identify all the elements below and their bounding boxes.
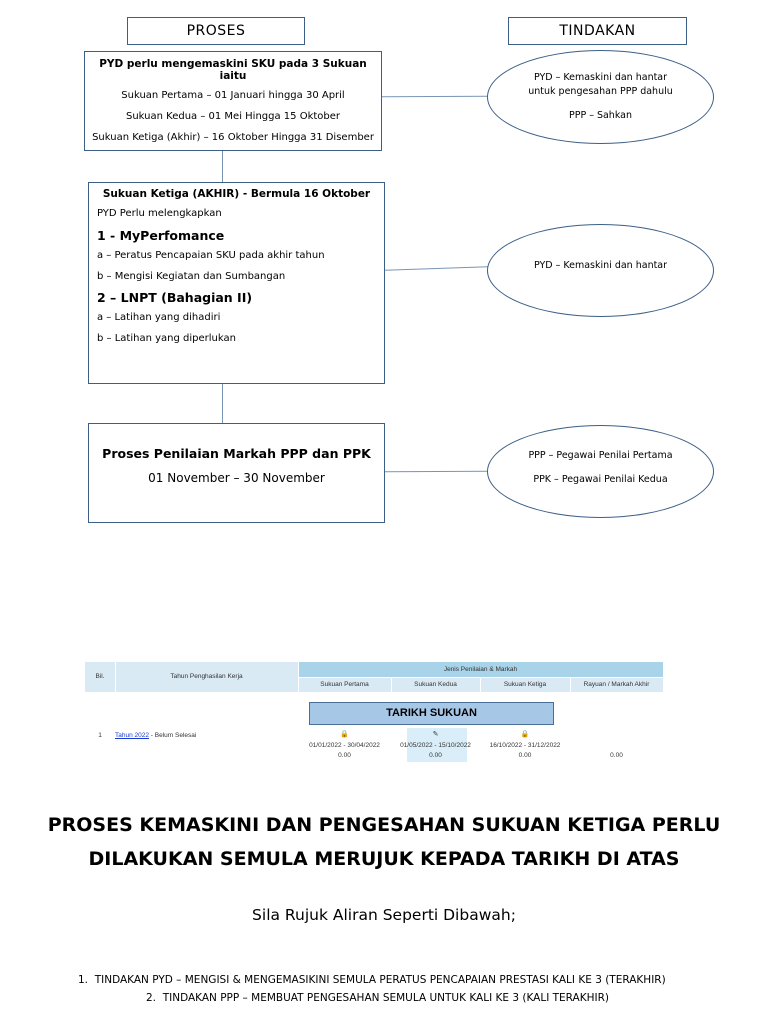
penilaian-title: Proses Penilaian Markah PPP dan PPK <box>102 446 371 461</box>
proses-header: PROSES <box>127 17 305 45</box>
row-tahun-status: - Belum Selesai <box>148 732 197 739</box>
step-2-text: TINDAKAN PPP – MEMBUAT PENGESAHAN SEMULA UNTUK KALI KE 3 (KALI TERAKHIR) <box>162 992 610 1004</box>
tindakan-ellipse-3 <box>487 425 714 518</box>
table-header-group: Jenis Penilaian & Markah <box>443 666 518 673</box>
notice-heading <box>0 808 768 876</box>
connector-horizontal-3 <box>385 471 488 473</box>
lnpt-heading: 2 – LNPT (Bahagian II) <box>97 290 253 305</box>
q3-range: 16/10/2022 - 31/12/2022 <box>489 742 561 749</box>
lnpt-item-a: a – Latihan yang dihadiri <box>97 312 221 323</box>
table-header-tahun: Tahun Penghasilan Kerja <box>170 673 243 680</box>
notice-line-1: PROSES KEMASKINI DAN PENGESAHAN SUKUAN KETIGA PERLU <box>47 814 721 836</box>
sukuan-line-2: Sukuan Kedua – 01 Mei Hingga 15 Oktober <box>125 111 341 122</box>
q2-edit-icon[interactable]: ✎ <box>432 731 439 738</box>
q1-mark: 0.00 <box>338 752 351 759</box>
row-tahun <box>115 732 196 739</box>
sukuan-box-title: PYD perlu mengemaskini SKU pada 3 Sukuan iaitu <box>99 58 367 82</box>
steps-list <box>78 971 738 1007</box>
table-header-bil: Bil. <box>95 673 105 680</box>
ellipse3-line-1: PPP – Pegawai Penilai Pertama <box>528 449 673 461</box>
row-bil: 1 <box>98 732 102 739</box>
step-2: 2. TINDAKAN PPP – MEMBUAT PENGESAHAN SEMULA UNTUK KALI KE 3 (KALI TERAKHIR) <box>146 992 610 1004</box>
table-subheader-q2: Sukuan Kedua <box>414 681 457 688</box>
q1-range: 01/01/2022 - 30/04/2022 <box>309 742 380 749</box>
refer-text: Sila Rujuk Aliran Seperti Dibawah; <box>252 906 516 924</box>
final-mark: 0.00 <box>610 752 623 759</box>
sukuan-ketiga-box <box>88 182 385 384</box>
table-subheader-q3: Sukuan Ketiga <box>503 681 547 688</box>
connector-vertical-2 <box>222 384 223 423</box>
tarikh-sukuan-banner: TARIKH SUKUAN <box>309 702 554 725</box>
connector-vertical-1 <box>222 151 223 182</box>
ellipse1-line-1: PYD – Kemaskini dan hantar <box>533 72 668 83</box>
sukuan-table-screenshot <box>85 662 663 772</box>
myperformance-item-a: a – Peratus Pencapaian SKU pada akhir tahun <box>97 250 325 261</box>
sukuan-box <box>84 51 382 151</box>
myperformance-heading: 1 - MyPerfomance <box>97 228 225 243</box>
tindakan-ellipse-2 <box>487 224 714 317</box>
table-subheader-final: Rayuan / Markah Akhir <box>583 681 650 688</box>
sukuan-line-1: Sukuan Pertama – 01 Januari hingga 30 April <box>121 90 345 101</box>
lnpt-item-b: b – Latihan yang diperlukan <box>97 333 236 344</box>
connector-horizontal-1 <box>382 96 488 98</box>
q3-mark: 0.00 <box>518 752 532 759</box>
ellipse1-line-3: PPP – Sahkan <box>568 110 633 121</box>
ellipse1-line-2: untuk pengesahan PPP dahulu <box>528 86 673 97</box>
step-1: 1. TINDAKAN PYD – MENGISI & MENGEMASIKINI SEMULA PERATUS PENCAPAIAN PRESTASI KALI KE 3 (TERAKHIR) <box>78 974 666 986</box>
sukuan-line-3: Sukuan Ketiga (Akhir) – 16 Oktober Hingga 31 Disember <box>92 132 374 143</box>
table-subheader-q1: Sukuan Pertama <box>320 681 369 688</box>
sukuan-ketiga-intro: PYD Perlu melengkapkan <box>97 208 222 219</box>
ellipse2-line-1: PYD – Kemaskini dan hantar <box>533 259 668 271</box>
q2-range: 01/05/2022 - 15/10/2022 <box>400 742 471 749</box>
connector-horizontal-2 <box>385 266 488 271</box>
row-tahun-link[interactable]: Tahun 2022 <box>115 732 149 739</box>
penilaian-dates: 01 November – 30 November <box>148 471 325 485</box>
penilaian-box <box>88 423 385 523</box>
q1-lock-icon: 🔒 <box>340 731 349 738</box>
sukuan-ketiga-title: Sukuan Ketiga (AKHIR) - Bermula 16 Oktober <box>102 188 371 200</box>
tindakan-ellipse-1 <box>487 50 714 144</box>
q3-lock-icon: 🔒 <box>520 731 530 738</box>
ellipse3-line-2: PPK – Pegawai Penilai Kedua <box>533 473 668 485</box>
myperformance-item-b: b – Mengisi Kegiatan dan Sumbangan <box>97 271 286 282</box>
q2-mark: 0.00 <box>429 752 442 759</box>
tindakan-header: TINDAKAN <box>508 17 687 45</box>
step-1-text: TINDAKAN PYD – MENGISI & MENGEMASIKINI SEMULA PERATUS PENCAPAIAN PRESTASI KALI KE 3 (TERAKHIR) <box>94 974 666 986</box>
notice-line-2: DILAKUKAN SEMULA MERUJUK KEPADA TARIKH DI ATAS <box>88 848 680 870</box>
